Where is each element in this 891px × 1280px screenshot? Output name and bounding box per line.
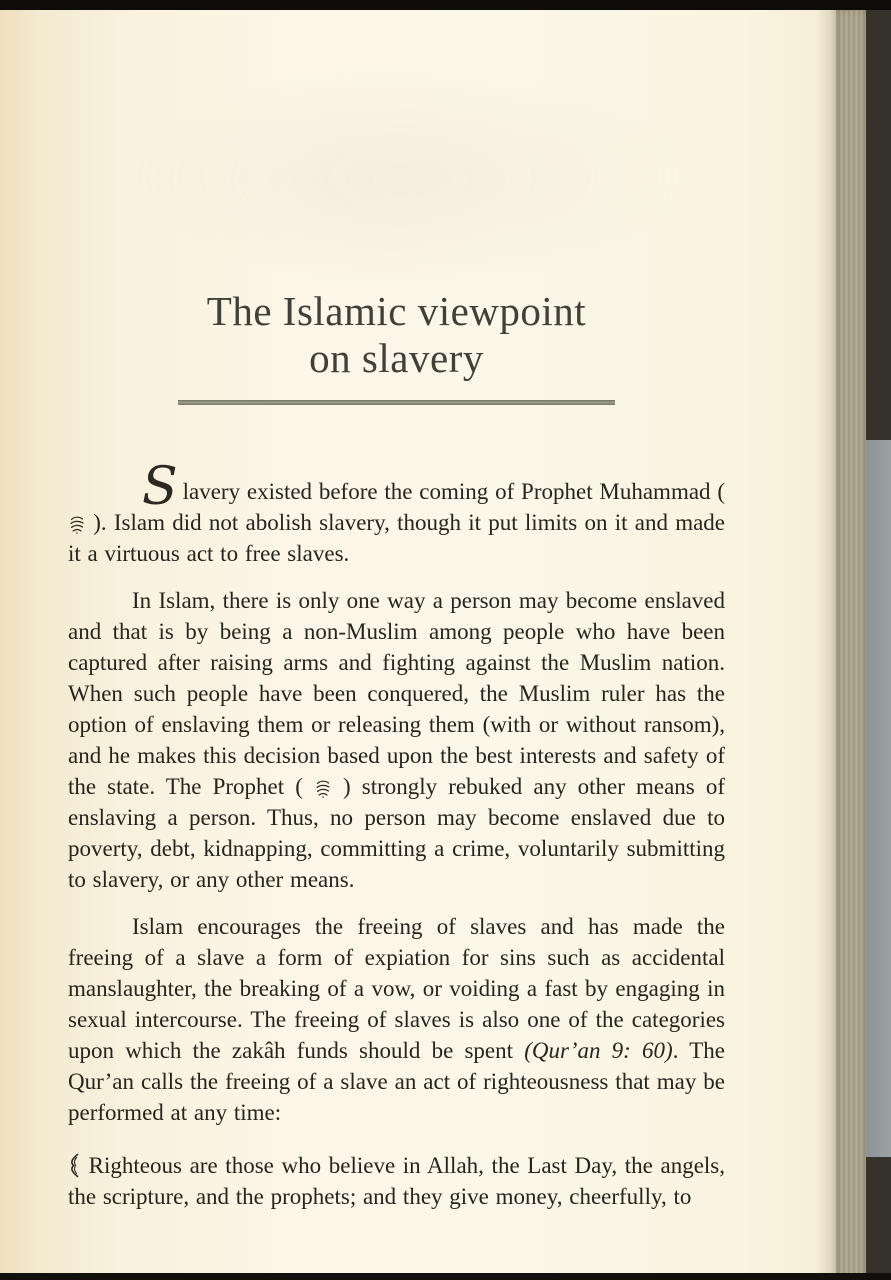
photo-top-border xyxy=(0,0,891,10)
page-title xyxy=(68,288,725,405)
text-segment: In Islam, there is only one way a person may become enslaved and that is by being a non-Muslim among people who have been captured after raising arms and fighting against the Muslim nation. When such people have been conquered, the Muslim ruler has the option of enslaving them or releasing them (with or without ransom), and he makes this decision based upon the best interests and safety of the state. The Prophet ( xyxy=(68,588,725,799)
photo-bottom-border xyxy=(0,1273,891,1280)
text-segment: Righteous are those who believe in Allah, the Last Day, the angels, the scripture, and the prophets; and they give money, cheerfully, to xyxy=(68,1153,726,1209)
paragraph-enslavement xyxy=(68,585,725,895)
paragraph-freeing xyxy=(68,911,725,1128)
page xyxy=(0,8,838,1280)
pbuh-calligraphy-icon xyxy=(69,515,85,534)
text-segment: Islam encourages the freeing of slaves and has made the freeing of a slave a form of expiation for sins such as accidental manslaughter, the breaking of a vow, or voiding a fast by engaging in sexual intercourse. The freeing of slaves is also one of the categories upon which the zakâh funds should be spent xyxy=(68,914,725,1063)
page-body xyxy=(68,457,726,1228)
paragraph-quran-quote xyxy=(68,1150,725,1212)
page-title-line2: on slavery xyxy=(309,335,484,381)
quranic-quote-ornament-icon xyxy=(68,1153,79,1178)
background-gray-area xyxy=(866,440,891,1157)
pbuh-calligraphy-icon xyxy=(315,779,331,798)
text-segment: lavery existed before the coming of Prophet Muhammad ( xyxy=(182,479,725,504)
quran-citation: (Qur’an 9: 60) xyxy=(524,1038,673,1063)
bleedthrough-ghost xyxy=(140,68,680,288)
text-segment: ) strongly rebuked any other means of enslaving a person. Thus, no person may become enslaved due to poverty, debt, kidnapping, committing a crime, voluntarily submitting to slavery, or any other means. xyxy=(68,774,725,892)
dropcap-initial: S xyxy=(142,457,178,517)
text-segment: ). Islam did not abolish slavery, though it put limits on it and made it a virtuous act to free slaves. xyxy=(68,510,725,566)
title-rule xyxy=(178,400,615,405)
page-title-line1: The Islamic viewpoint xyxy=(206,288,587,334)
text-segment: . The Qur’an calls the freeing of a slave an act of righteousness that may be performed at any time: xyxy=(68,1038,725,1125)
paragraph-intro xyxy=(68,457,725,569)
book-fore-edge-pages xyxy=(836,8,866,1280)
